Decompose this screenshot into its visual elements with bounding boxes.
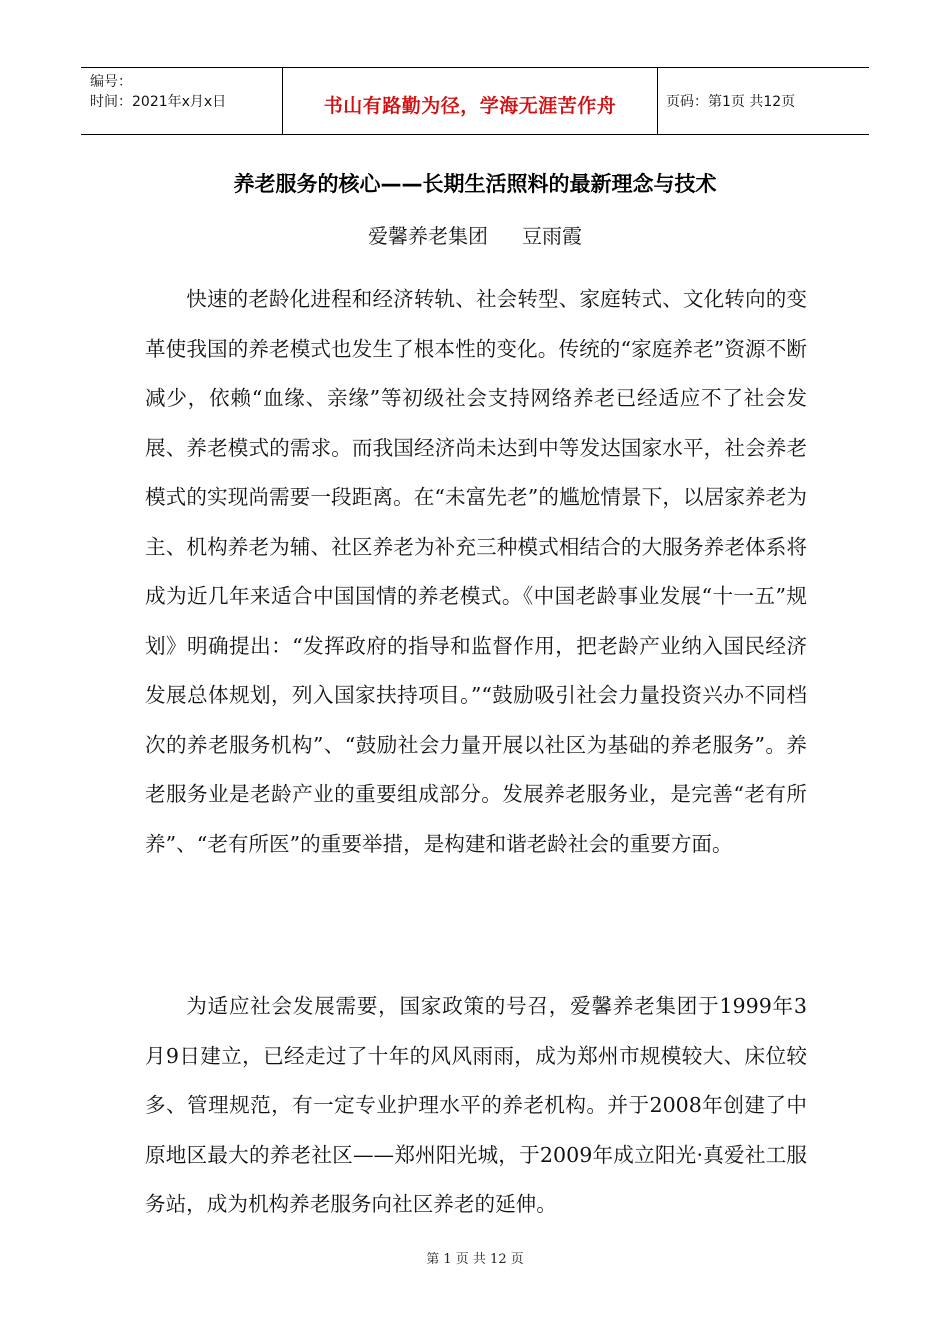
body-paragraph-1	[145, 275, 807, 869]
organization-name: 爱馨养老集团	[368, 224, 488, 248]
paragraph-text: 为适应社会发展需要，国家政策的号召，爱馨养老集团于1999年3月9日建立，已经走过了十年的风风雨雨，成为郑州市规模较大、床位较多、管理规范，有一定专业护理水平的养老机构。并于2008年创建了中原地区最大的养老社区——郑州阳光城，于2009年成立阳光·真爱社工服务站，成为机构养老服务向社区养老的延伸。	[145, 994, 807, 1216]
page-footer: 第 1 页 共 12 页	[426, 1252, 524, 1267]
motto-text: 书山有路勤为径，学海无涯苦作舟	[323, 94, 617, 117]
header-meta-cell	[81, 68, 282, 134]
document-title: 养老服务的核心——长期生活照料的最新理念与技术	[233, 172, 717, 196]
header-motto-cell	[282, 68, 658, 134]
date-label: 时间：2021年x月x日	[90, 94, 227, 110]
byline	[0, 220, 950, 249]
body-paragraph-2	[145, 982, 807, 1230]
page-info: 页码：第1页 共12页	[666, 94, 796, 110]
serial-number-label: 编号：	[90, 74, 132, 90]
header-table	[81, 67, 869, 135]
header-page-cell	[658, 68, 869, 134]
author-name: 豆雨霞	[522, 224, 582, 248]
paragraph-text: 快速的老龄化进程和经济转轨、社会转型、家庭转式、文化转向的变革使我国的养老模式也发生了根本性的变化。传统的“家庭养老”资源不断减少，依赖“血缘、亲缘”等初级社会支持网络养老已经适应不了社会发展、养老模式的需求。而我国经济尚未达到中等发达国家水平，社会养老模式的实现尚需要一段距离。在“未富先老”的尴尬情景下，以居家养老为主、机构养老为辅、社区养老为补充三种模式相结合的大服务养老体系将成为近几年来适合中国国情的养老模式。《中国老龄事业发展“十一五”规划》明确提出：“发挥政府的指导和监督作用，把老龄产业纳入国民经济发展总体规划，列入国家扶持项目。”“鼓励吸引社会力量投资兴办不同档次的养老服务机构”、“鼓励社会力量开展以社区为基础的养老服务”。养老服务业是老龄产业的重要组成部分。发展养老服务业，是完善“老有所养”、“老有所医”的重要举措，是构建和谐老龄社会的重要方面。	[145, 287, 807, 856]
